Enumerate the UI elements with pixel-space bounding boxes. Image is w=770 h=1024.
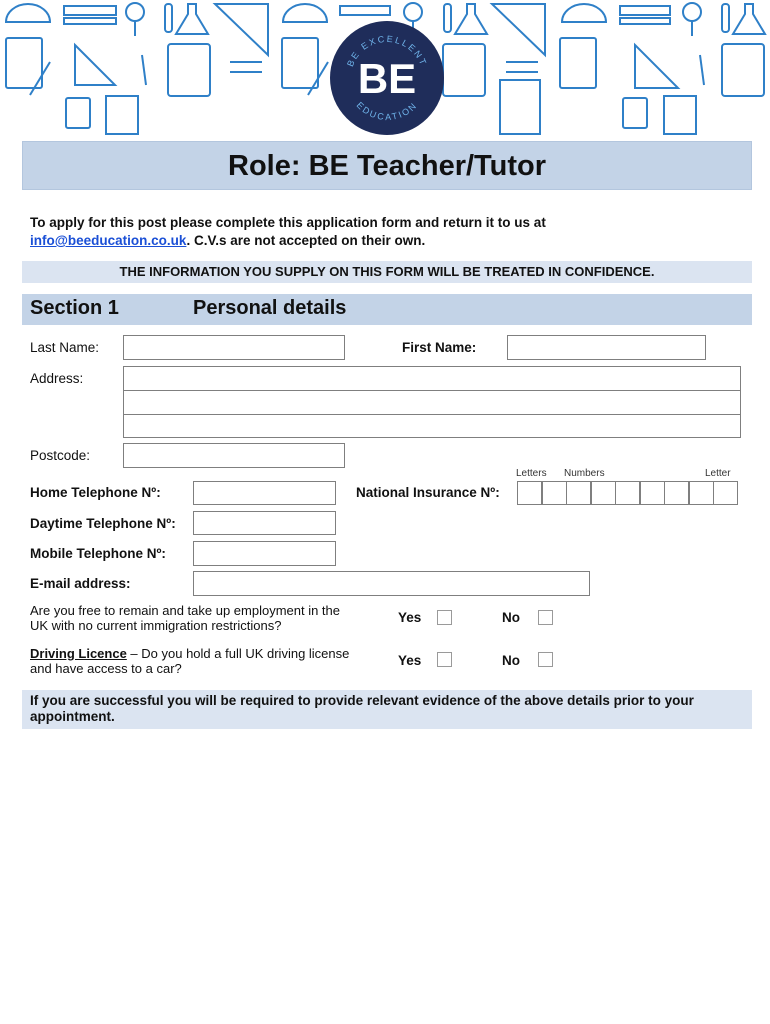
daytime-phone-field[interactable] (193, 511, 336, 535)
evidence-note: If you are successful you will be required to provide relevant evidence of the above details prior to your appointment. (30, 693, 694, 724)
ni-number-cell[interactable] (713, 481, 738, 505)
driving-yes-checkbox[interactable] (437, 652, 452, 667)
question-driving-line2: and have access to a car? (30, 661, 182, 676)
address-line-1[interactable] (123, 366, 741, 391)
title-band (22, 141, 752, 190)
driving-licence-heading: Driving Licence (30, 646, 127, 661)
first-name-label: First Name: (402, 340, 477, 355)
last-name-field[interactable] (123, 335, 345, 360)
ni-number-cell[interactable] (591, 481, 616, 505)
ni-number-cell[interactable] (689, 481, 714, 505)
section-number: Section 1 (30, 297, 119, 319)
logo-arc-top: BE EXCELLENT (345, 33, 429, 68)
logo-initials: BE (357, 55, 417, 102)
driving-yes-label: Yes (398, 653, 422, 668)
driving-no-label: No (502, 653, 520, 668)
last-name-label: Last Name: (30, 340, 100, 355)
page-title: Role: BE Teacher/Tutor (228, 150, 546, 182)
question-driving (30, 646, 390, 676)
evidence-note-band (22, 690, 752, 729)
intro-tail: . C.V.s are not accepted on their own. (186, 233, 426, 248)
ni-number-cell[interactable] (566, 481, 591, 505)
ni-number-cell[interactable] (542, 481, 567, 505)
question-immigration-line1: Are you free to remain and take up employment in the (30, 603, 341, 618)
ni-hint-numbers: Numbers (564, 468, 605, 479)
ni-number-cell[interactable] (517, 481, 542, 505)
immigration-yes-checkbox[interactable] (437, 610, 452, 625)
question-driving-line1: – Do you hold a full UK driving license (126, 646, 350, 661)
address-line-2[interactable] (123, 390, 741, 415)
mobile-phone-field[interactable] (193, 541, 336, 566)
ni-number-cell[interactable] (615, 481, 640, 505)
question-immigration (30, 603, 390, 633)
email-label: E-mail address: (30, 576, 131, 591)
confidentiality-notice: THE INFORMATION YOU SUPPLY ON THIS FORM WILL BE TREATED IN CONFIDENCE. (22, 261, 752, 283)
ni-hint-letters: Letters (516, 468, 547, 479)
intro-lead: To apply for this post please complete this application form and return it to us at (30, 215, 546, 230)
immigration-no-checkbox[interactable] (538, 610, 553, 625)
first-name-field[interactable] (507, 335, 706, 360)
home-phone-label: Home Telephone Nº: (30, 485, 161, 500)
immigration-yes-label: Yes (398, 610, 422, 625)
be-education-logo (329, 20, 445, 136)
ni-number-cell[interactable] (664, 481, 689, 505)
logo-arc-bottom: EDUCATION (354, 99, 420, 123)
postcode-field[interactable] (123, 443, 345, 468)
section-title: Personal details (193, 297, 347, 319)
email-field[interactable] (193, 571, 590, 596)
question-immigration-line2: UK with no current immigration restrictions? (30, 618, 282, 633)
address-label: Address: (30, 371, 84, 386)
daytime-phone-label: Daytime Telephone Nº: (30, 516, 176, 531)
postcode-label: Postcode: (30, 448, 91, 463)
intro-text (30, 214, 730, 250)
email-link[interactable]: info@beeducation.co.uk (30, 233, 187, 248)
immigration-no-label: No (502, 610, 520, 625)
ni-number-label: National Insurance Nº: (356, 485, 500, 500)
address-line-3[interactable] (123, 414, 741, 438)
section-header (22, 294, 752, 325)
mobile-phone-label: Mobile Telephone Nº: (30, 546, 166, 561)
home-phone-field[interactable] (193, 481, 336, 505)
driving-no-checkbox[interactable] (538, 652, 553, 667)
ni-number-cell[interactable] (640, 481, 665, 505)
ni-hint-letter: Letter (705, 468, 731, 479)
